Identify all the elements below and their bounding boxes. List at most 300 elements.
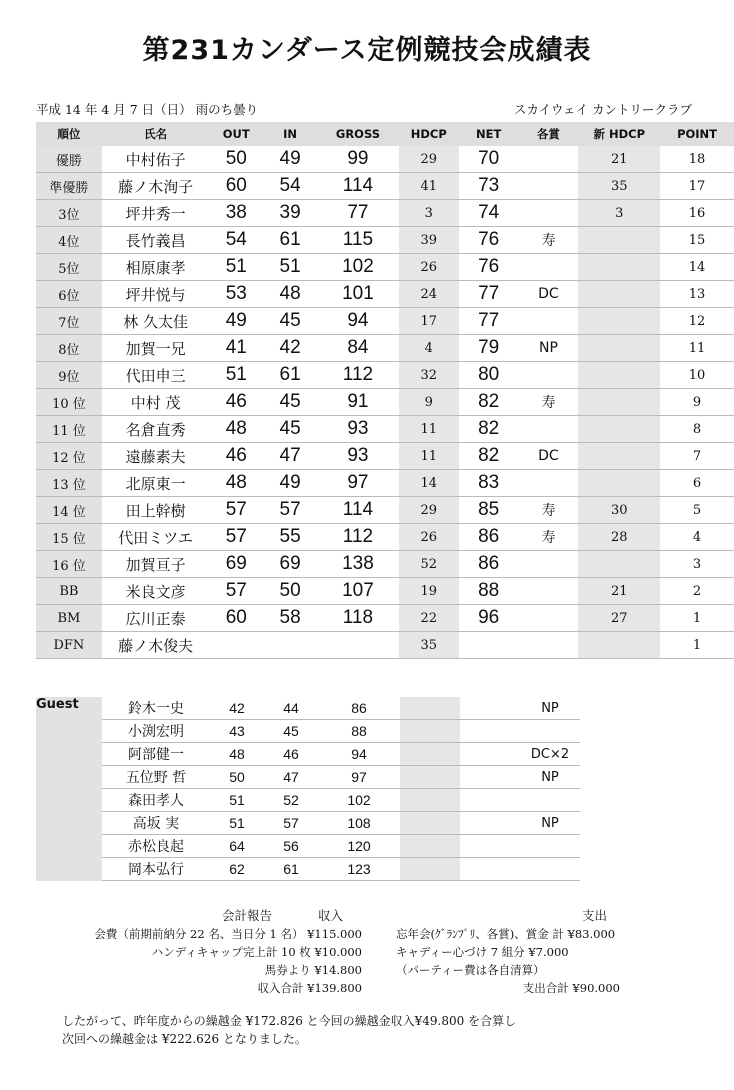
name-cell: 相原康孝 [102,254,210,281]
point-value: 9 [660,389,734,416]
result-row [36,146,734,173]
point-value: 10 [660,362,734,389]
out-score: 53 [209,281,263,308]
hdcp-value: 26 [399,254,459,281]
new-hdcp-value [578,632,660,659]
result-row [36,335,734,362]
result-row [36,362,734,389]
guest-net-blank [460,835,520,858]
in-score: 42 [263,335,317,362]
net-score: 77 [459,281,519,308]
rank-cell: 12 位 [36,443,102,470]
result-row [36,605,734,632]
in-score [263,632,317,659]
gross-score: 107 [317,578,399,605]
rank-cell: 11 位 [36,416,102,443]
new-hdcp-value [578,227,660,254]
point-value: 1 [660,632,734,659]
rank-cell: 10 位 [36,389,102,416]
point-value: 5 [660,497,734,524]
point-value: 17 [660,173,734,200]
guest-row [36,812,580,835]
net-score: 85 [459,497,519,524]
result-row [36,443,734,470]
net-score: 79 [459,335,519,362]
new-hdcp-value: 21 [578,146,660,173]
result-row [36,254,734,281]
hdcp-value: 3 [399,200,459,227]
guest-in: 47 [264,766,318,789]
name-cell: 中村佑子 [102,146,210,173]
guest-gross: 86 [318,697,400,720]
hdcp-value: 19 [399,578,459,605]
hdcp-value: 32 [399,362,459,389]
point-value: 3 [660,551,734,578]
name-cell: 加賀一兄 [102,335,210,362]
guest-hdcp-blank [400,858,460,881]
out-score: 48 [209,416,263,443]
hdcp-value: 35 [399,632,459,659]
award-cell [519,362,579,389]
guest-out: 48 [210,743,264,766]
guest-net-blank [460,789,520,812]
guest-row [36,858,580,881]
header-out: OUT [209,122,263,146]
new-hdcp-value: 30 [578,497,660,524]
income-line: 会費（前期前納分 22 名、当日分 1 名） ¥115.000 [94,927,362,941]
rank-cell: 6位 [36,281,102,308]
award-cell [519,605,579,632]
in-score: 49 [263,146,317,173]
result-row [36,551,734,578]
in-score: 47 [263,443,317,470]
name-cell: 長竹義昌 [102,227,210,254]
guest-name: 岡本弘行 [102,858,210,881]
net-score: 88 [459,578,519,605]
gross-score: 94 [317,308,399,335]
header-gross: GROSS [317,122,399,146]
net-score: 76 [459,227,519,254]
guest-hdcp-blank [400,835,460,858]
guest-award [520,858,580,881]
in-score: 69 [263,551,317,578]
name-cell: 広川正泰 [102,605,210,632]
guest-net-blank [460,743,520,766]
new-hdcp-value: 21 [578,578,660,605]
out-score: 48 [209,470,263,497]
out-score: 60 [209,605,263,632]
point-value: 4 [660,524,734,551]
name-cell: 代田申三 [102,362,210,389]
guest-gross: 97 [318,766,400,789]
guest-out: 50 [210,766,264,789]
out-score: 57 [209,497,263,524]
in-score: 48 [263,281,317,308]
income-label: 収入 [318,908,344,923]
gross-score: 112 [317,362,399,389]
hdcp-value: 29 [399,497,459,524]
guest-in: 45 [264,720,318,743]
guest-gross: 102 [318,789,400,812]
expense-line: キャディー心づけ 7 組分 ¥7.000 [396,945,569,959]
guest-label-cell [36,743,102,766]
net-score: 86 [459,551,519,578]
award-cell: DC [519,443,579,470]
in-score: 39 [263,200,317,227]
point-value: 12 [660,308,734,335]
award-cell [519,254,579,281]
guest-award: DC×2 [520,743,580,766]
guest-out: 64 [210,835,264,858]
guest-gross: 123 [318,858,400,881]
guest-out: 62 [210,858,264,881]
guest-award [520,835,580,858]
income-line: 馬券より ¥14.800 [264,963,362,977]
new-hdcp-value [578,389,660,416]
hdcp-value: 14 [399,470,459,497]
guest-label-cell [36,789,102,812]
name-cell: 遠藤素夫 [102,443,210,470]
gross-score: 93 [317,416,399,443]
gross-score: 115 [317,227,399,254]
award-cell: 寿 [519,389,579,416]
guest-in: 46 [264,743,318,766]
gross-score: 91 [317,389,399,416]
accounting-title: 会計報告 [222,908,273,923]
in-score: 58 [263,605,317,632]
award-cell [519,200,579,227]
name-cell: 田上幹樹 [102,497,210,524]
guest-award: NP [520,697,580,720]
name-cell: 名倉直秀 [102,416,210,443]
hdcp-value: 39 [399,227,459,254]
guest-name: 赤松良起 [102,835,210,858]
gross-score: 101 [317,281,399,308]
award-cell: 寿 [519,497,579,524]
guest-row [36,697,580,720]
result-row [36,389,734,416]
guest-hdcp-blank [400,812,460,835]
guest-label-cell [36,835,102,858]
income-line: ハンディキャップ完上計 10 枚 ¥10.000 [151,945,362,959]
club-name: スカイウェイ カントリークラブ [513,102,692,117]
gross-score: 97 [317,470,399,497]
rank-cell: 4位 [36,227,102,254]
guest-gross: 94 [318,743,400,766]
result-row [36,524,734,551]
name-cell: 坪井秀一 [102,200,210,227]
new-hdcp-value [578,254,660,281]
net-score: 76 [459,254,519,281]
award-cell: NP [519,335,579,362]
rank-cell: 8位 [36,335,102,362]
out-score: 51 [209,254,263,281]
gross-score: 84 [317,335,399,362]
rank-cell: 9位 [36,362,102,389]
in-score: 55 [263,524,317,551]
result-row [36,497,734,524]
guest-row [36,743,580,766]
guest-label-cell [36,766,102,789]
award-cell [519,173,579,200]
guest-label-cell [36,858,102,881]
hdcp-value: 24 [399,281,459,308]
out-score [209,632,263,659]
header-hdcp: HDCP [399,122,459,146]
rank-cell: 優勝 [36,146,102,173]
guest-net-blank [460,766,520,789]
gross-score: 102 [317,254,399,281]
guest-hdcp-blank [400,743,460,766]
result-row [36,470,734,497]
out-score: 60 [209,173,263,200]
rank-cell: 15 位 [36,524,102,551]
hdcp-value: 26 [399,524,459,551]
guest-net-blank [460,697,520,720]
in-score: 50 [263,578,317,605]
guest-row [36,720,580,743]
net-score: 82 [459,389,519,416]
in-score: 45 [263,416,317,443]
footer-line: したがって、昨年度からの繰越金 ¥172.826 と今回の繰越金収入¥49.800 を合算し [62,1014,517,1028]
hdcp-value: 52 [399,551,459,578]
out-score: 49 [209,308,263,335]
point-value: 14 [660,254,734,281]
rank-cell: 16 位 [36,551,102,578]
guest-out: 42 [210,697,264,720]
guest-label-cell [36,720,102,743]
hdcp-value: 17 [399,308,459,335]
guest-in: 57 [264,812,318,835]
header-net: NET [459,122,519,146]
in-score: 49 [263,470,317,497]
result-row [36,632,734,659]
gross-score: 114 [317,173,399,200]
results-table [36,122,734,659]
name-cell: 加賀亘子 [102,551,210,578]
point-value: 6 [660,470,734,497]
out-score: 57 [209,524,263,551]
guest-in: 52 [264,789,318,812]
net-score: 82 [459,416,519,443]
new-hdcp-value [578,551,660,578]
guest-in: 44 [264,697,318,720]
gross-score: 118 [317,605,399,632]
guest-name: 五位野 哲 [102,766,210,789]
hdcp-value: 41 [399,173,459,200]
in-score: 45 [263,389,317,416]
page-title: 第231カンダース定例競技会成績表 [142,35,592,66]
gross-score: 77 [317,200,399,227]
guest-label-cell [36,812,102,835]
award-cell [519,632,579,659]
guest-name: 小渕宏明 [102,720,210,743]
guest-out: 51 [210,789,264,812]
results-header-row [36,122,734,146]
out-score: 69 [209,551,263,578]
out-score: 38 [209,200,263,227]
guest-name: 阿部健一 [102,743,210,766]
guest-name: 鈴木一史 [102,697,210,720]
guest-hdcp-blank [400,720,460,743]
new-hdcp-value [578,443,660,470]
point-value: 18 [660,146,734,173]
gross-score: 99 [317,146,399,173]
gross-score: 114 [317,497,399,524]
in-score: 51 [263,254,317,281]
result-row [36,578,734,605]
guest-row [36,766,580,789]
out-score: 50 [209,146,263,173]
rank-cell: BM [36,605,102,632]
expense-line: 忘年会(ｸﾞﾗﾝﾌﾟﾘ、各賞)、賞金 計 ¥83.000 [396,927,616,941]
point-value: 8 [660,416,734,443]
guest-gross: 88 [318,720,400,743]
name-cell: 代田ミツエ [102,524,210,551]
net-score: 82 [459,443,519,470]
guest-award: NP [520,812,580,835]
award-cell [519,308,579,335]
guest-table [36,697,580,881]
in-score: 54 [263,173,317,200]
header-name: 氏名 [102,122,210,146]
out-score: 57 [209,578,263,605]
guest-net-blank [460,720,520,743]
new-hdcp-value [578,362,660,389]
out-score: 41 [209,335,263,362]
new-hdcp-value [578,470,660,497]
guest-hdcp-blank [400,789,460,812]
gross-score: 112 [317,524,399,551]
guest-net-blank [460,812,520,835]
expense-total: 支出合計 ¥90.000 [522,981,620,995]
net-score: 74 [459,200,519,227]
new-hdcp-value: 27 [578,605,660,632]
guest-award: NP [520,766,580,789]
result-row [36,173,734,200]
result-row [36,416,734,443]
guest-gross: 108 [318,812,400,835]
income-total: 収入合計 ¥139.800 [257,981,362,995]
net-score: 70 [459,146,519,173]
name-cell: 坪井悦与 [102,281,210,308]
point-value: 11 [660,335,734,362]
new-hdcp-value [578,308,660,335]
out-score: 54 [209,227,263,254]
rank-cell: 5位 [36,254,102,281]
net-score [459,632,519,659]
guest-hdcp-blank [400,697,460,720]
in-score: 61 [263,362,317,389]
footer-line: 次回への繰越金は ¥222.626 となりました。 [62,1032,307,1046]
guest-net-blank [460,858,520,881]
gross-score: 138 [317,551,399,578]
header-new-hdcp: 新 HDCP [578,122,660,146]
net-score: 96 [459,605,519,632]
rank-cell: 7位 [36,308,102,335]
header-point: POINT [660,122,734,146]
hdcp-value: 9 [399,389,459,416]
guest-label-cell: Guest [36,697,102,720]
rank-cell: 13 位 [36,470,102,497]
hdcp-value: 4 [399,335,459,362]
net-score: 80 [459,362,519,389]
name-cell: 藤ノ木洵子 [102,173,210,200]
guest-row [36,789,580,812]
hdcp-value: 29 [399,146,459,173]
in-score: 45 [263,308,317,335]
guest-in: 61 [264,858,318,881]
new-hdcp-value [578,335,660,362]
award-cell [519,578,579,605]
award-cell [519,146,579,173]
rank-cell: DFN [36,632,102,659]
point-value: 13 [660,281,734,308]
guest-hdcp-blank [400,766,460,789]
hdcp-value: 22 [399,605,459,632]
new-hdcp-value: 35 [578,173,660,200]
net-score: 73 [459,173,519,200]
in-score: 57 [263,497,317,524]
guest-out: 51 [210,812,264,835]
result-row [36,227,734,254]
award-cell [519,470,579,497]
name-cell: 北原東一 [102,470,210,497]
point-value: 2 [660,578,734,605]
name-cell: 米良文彦 [102,578,210,605]
rank-cell: 3位 [36,200,102,227]
expense-label: 支出 [582,908,608,923]
net-score: 77 [459,308,519,335]
result-row [36,281,734,308]
expense-line: （パーティー費は各自清算） [396,963,545,977]
header-award: 各賞 [519,122,579,146]
hdcp-value: 11 [399,416,459,443]
event-date: 平成 14 年 4 月 7 日（日） 雨のち曇り [36,102,259,117]
award-cell: DC [519,281,579,308]
name-cell: 中村 茂 [102,389,210,416]
name-cell: 林 久太佳 [102,308,210,335]
guest-award [520,720,580,743]
guest-award [520,789,580,812]
new-hdcp-value [578,416,660,443]
guest-out: 43 [210,720,264,743]
hdcp-value: 11 [399,443,459,470]
result-row [36,200,734,227]
result-row [36,308,734,335]
name-cell: 藤ノ木俊夫 [102,632,210,659]
award-cell: 寿 [519,524,579,551]
point-value: 16 [660,200,734,227]
guest-row [36,835,580,858]
award-cell: 寿 [519,227,579,254]
guest-name: 森田孝人 [102,789,210,812]
rank-cell: BB [36,578,102,605]
header-rank: 順位 [36,122,102,146]
gross-score [317,632,399,659]
new-hdcp-value: 28 [578,524,660,551]
guest-name: 高坂 実 [102,812,210,835]
gross-score: 93 [317,443,399,470]
award-cell [519,416,579,443]
out-score: 46 [209,389,263,416]
new-hdcp-value: 3 [578,200,660,227]
new-hdcp-value [578,281,660,308]
net-score: 86 [459,524,519,551]
rank-cell: 準優勝 [36,173,102,200]
in-score: 61 [263,227,317,254]
award-cell [519,551,579,578]
